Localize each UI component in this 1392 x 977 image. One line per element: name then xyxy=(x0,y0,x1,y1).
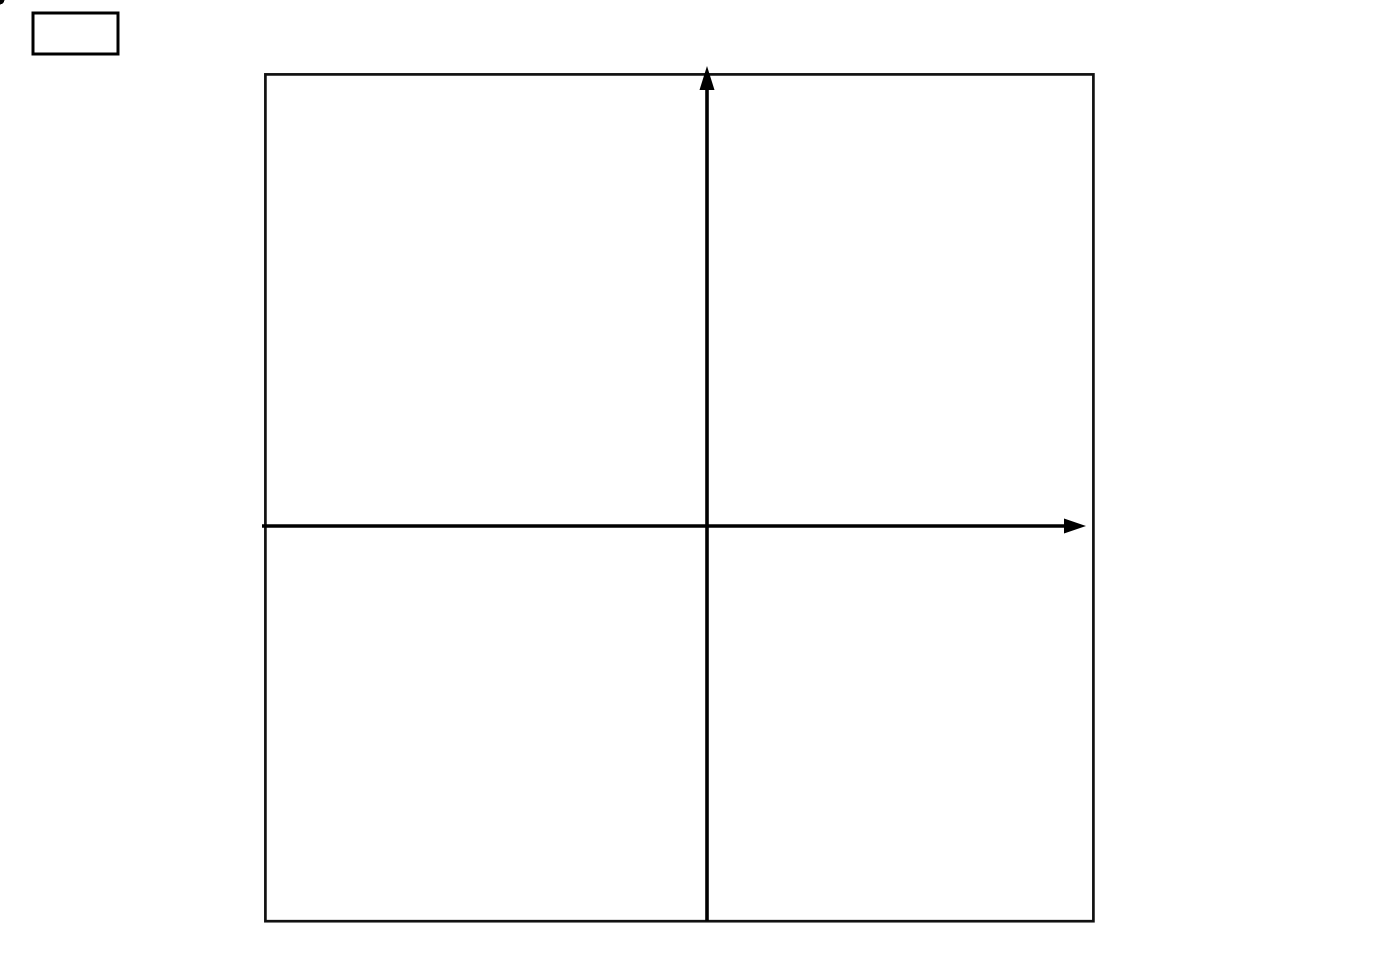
grid-border xyxy=(265,74,1093,921)
problem-number-badge xyxy=(33,13,118,54)
y-axis-arrow-icon xyxy=(700,66,715,90)
problem-number-box xyxy=(33,13,118,54)
point-b xyxy=(0,0,4,4)
points xyxy=(0,0,4,4)
axes xyxy=(262,66,1086,921)
point-b-marker xyxy=(0,0,4,4)
x-axis-arrow-icon xyxy=(1064,519,1086,534)
